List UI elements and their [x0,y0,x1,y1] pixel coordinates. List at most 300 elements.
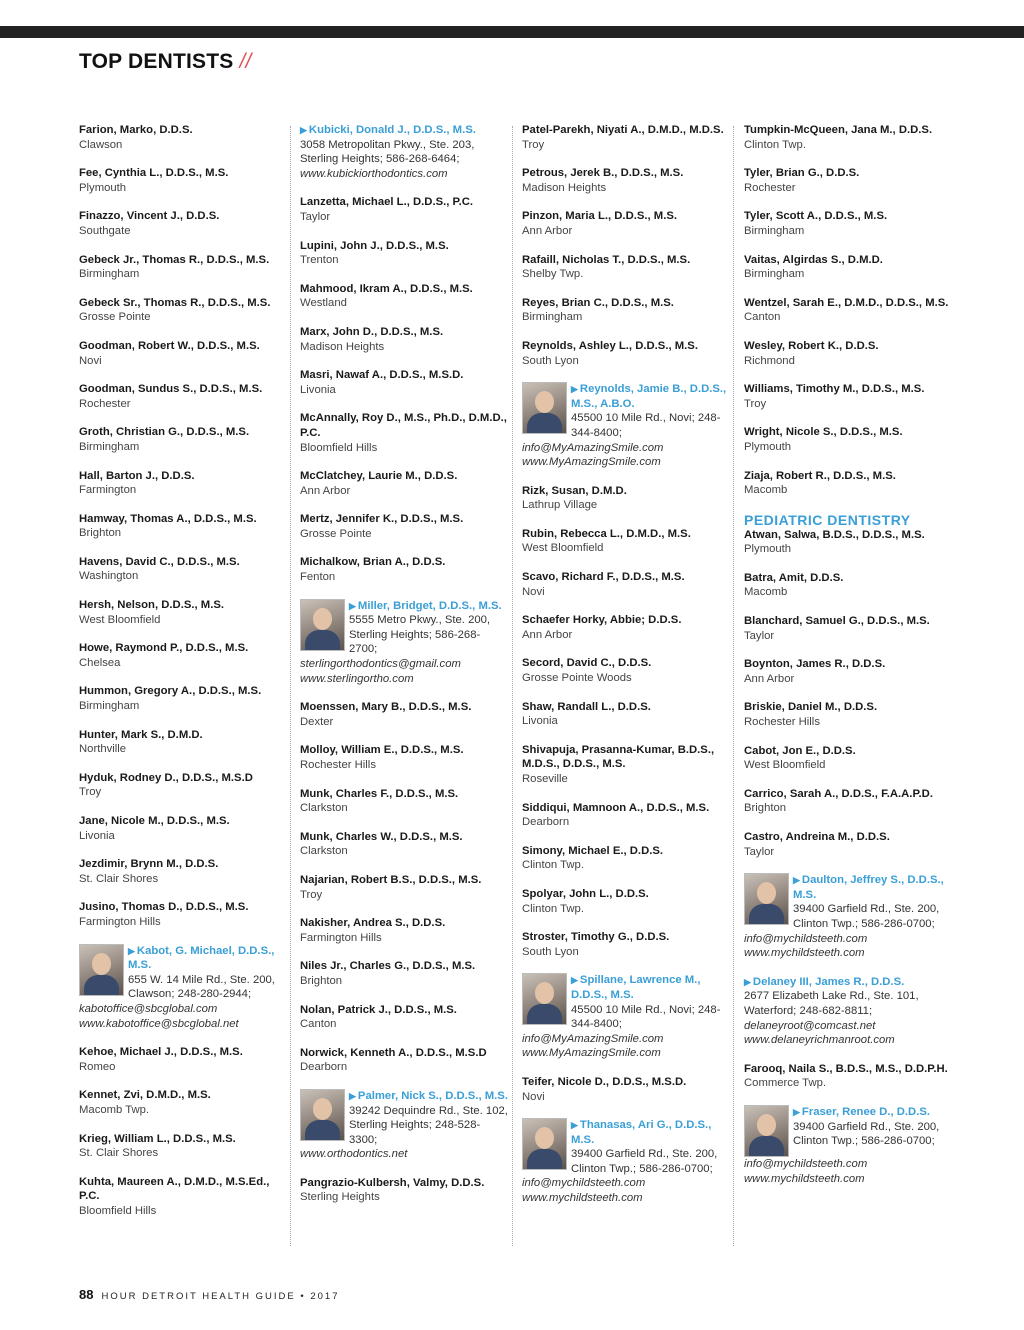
dentist-city: Macomb Twp. [79,1103,150,1116]
column-divider [290,126,291,1246]
dentist-city: Birmingham [79,268,140,281]
dentist-entry [79,1132,287,1161]
dentist-city: Sterling Heights [300,1191,380,1204]
dentist-entry [300,555,508,584]
featured-address: 39400 Garfield Rd., Ste. 200, Clinton Twp.; 586-286-0700; [793,1120,940,1148]
featured-dentist [744,975,952,1048]
dentist-name: McClatchey, Laurie M., D.D.S. [300,470,458,483]
dentist-city: Farmington Hills [79,915,161,928]
featured-dentist [744,873,952,961]
dentist-entry [744,209,952,238]
arrow-icon: ▶ [793,1106,800,1117]
featured-dentist [300,1089,508,1162]
dentist-name: Hersh, Nelson, D.D.S., M.S. [79,599,225,612]
featured-address: 39400 Garfield Rd., Ste. 200, Clinton Twp.; 586-286-0700; [793,903,940,930]
dentist-entry [79,1175,287,1219]
dentist-entry [300,469,508,498]
dentist-entry [79,512,287,541]
featured-website[interactable]: www.MyAmazingSmile.com [522,1047,661,1060]
dentist-city: Livonia [79,829,115,842]
featured-name-text: Thanasas, Ari G., D.D.S., M.S. [571,1119,712,1146]
dentist-city: Livonia [300,383,336,396]
dentist-photo [522,1118,567,1170]
dentist-city: Troy [522,138,545,151]
dentist-city: Rochester Hills [744,716,820,729]
dentist-name: Carrico, Sarah A., D.D.S., F.A.A.P.D. [744,787,933,800]
dentist-entry [300,700,508,729]
dentist-name: Hummon, Gregory A., D.D.S., M.S. [79,685,262,698]
dentist-name: Shivapuja, Prasanna-Kumar, B.D.S., M.D.S., D.D.S., M.S. [522,743,715,771]
dentist-name: Atwan, Salwa, B.D.S., D.D.S., M.S. [744,528,925,541]
dentist-name: Gebeck Jr., Thomas R., D.D.S., M.S. [79,253,270,266]
dentist-name: Secord, David C., D.D.S. [522,657,652,670]
dentist-entry [79,641,287,670]
dentist-entry [300,830,508,859]
dentist-name: Rizk, Susan, D.M.D. [522,484,627,497]
dentist-city: Richmond [744,354,795,367]
featured-name [349,1089,508,1104]
dentist-name: Teifer, Nicole D., D.D.S., M.S.D. [522,1075,687,1088]
featured-name-text: Kubicki, Donald J., D.D.S., M.S. [308,124,476,136]
featured-email[interactable]: info@mychildsteeth.com [744,932,868,945]
dentist-name: Masri, Nawaf A., D.D.S., M.S.D. [300,369,464,382]
arrow-icon: ▶ [300,125,307,135]
dentist-photo [300,1089,345,1141]
dentist-entry [744,614,952,643]
featured-address: 2677 Elizabeth Lake Rd., Ste. 101, Waterford; 248-682-8811; [744,990,919,1017]
dentist-city: Brighton [744,802,787,815]
dentist-name: Lanzetta, Michael L., D.D.S., P.C. [300,196,474,209]
dentist-name: Finazzo, Vincent J., D.D.S. [79,210,220,223]
dentist-photo [300,599,345,651]
dentist-city: Farmington [79,484,137,497]
dentist-name: Spolyar, John L., D.D.S. [522,887,649,900]
dentist-city: West Bloomfield [79,613,161,626]
dentist-city: Fenton [300,571,336,584]
featured-name [349,599,508,614]
featured-website[interactable]: www.kubickiorthodontics.com [300,167,448,180]
dentist-entry [744,253,952,282]
dentist-city: St. Clair Shores [79,1147,159,1160]
featured-address: 39400 Garfield Rd., Ste. 200, Clinton Twp.; 586-286-0700; [571,1148,718,1175]
dentist-city: Bloomfield Hills [79,1204,157,1217]
dentist-name: Nakisher, Andrea S., D.D.S. [300,917,446,930]
dentist-city: Grosse Pointe [300,527,372,540]
dentist-entry [522,339,730,368]
featured-website[interactable]: www.MyAmazingSmile.com [522,456,661,469]
featured-name [793,1105,952,1120]
dentist-name: Nolan, Patrick J., D.D.S., M.S. [300,1003,457,1016]
dentist-entry [522,887,730,916]
dentist-name: Blanchard, Samuel G., D.D.S., M.S. [744,615,930,628]
dentist-entry [300,368,508,397]
dentist-name: Kuhta, Maureen A., D.M.D., M.S.Ed., P.C. [79,1175,270,1203]
dentist-name: Pinzon, Maria L., D.D.S., M.S. [522,210,678,223]
column-1 [79,123,287,1232]
featured-dentist [522,973,730,1061]
dentist-city: Brighton [300,974,343,987]
featured-website[interactable]: www.kabotoffice@sbcglobal.net [79,1017,239,1030]
dentist-name: Pangrazio-Kulbersh, Valmy, D.D.S. [300,1176,485,1189]
dentist-entry [300,1046,508,1075]
dentist-entry [79,857,287,886]
dentist-city: Macomb [744,484,788,497]
dentist-name: Kennet, Zvi, D.M.D., M.S. [79,1089,211,1102]
dentist-city: Clinton Twp. [744,138,806,151]
dentist-entry [79,469,287,498]
dentist-name: Scavo, Richard F., D.D.S., M.S. [522,571,685,584]
dentist-city: Novi [522,585,545,598]
dentist-name: Siddiqui, Mamnoon A., D.D.S., M.S. [522,801,710,814]
featured-name [744,975,952,990]
page-number: 88 [79,1287,94,1302]
dentist-name: Reyes, Brian C., D.D.S., M.S. [522,296,674,309]
dentist-name: Schaefer Horky, Abbie; D.D.S. [522,614,682,627]
dentist-name: Mahmood, Ikram A., D.D.S., M.S. [300,282,473,295]
featured-dentist [522,1118,730,1206]
dentist-entry [300,959,508,988]
featured-website[interactable]: www.delaneyrichmanroot.com [744,1034,895,1047]
dentist-entry [522,700,730,729]
featured-address: 5555 Metro Pkwy., Ste. 200, Sterling Heights; 586-268-2700; [349,614,491,656]
dentist-entry [79,1088,287,1117]
featured-name-text: Daulton, Jeffrey S., D.D.S., M.S. [793,874,944,901]
column-divider [733,126,734,1246]
dentist-entry [300,239,508,268]
dentist-city: Plymouth [744,543,792,556]
featured-address: 45500 10 Mile Rd., Novi; 248-344-8400; [571,412,721,439]
featured-dentist [522,382,730,470]
dentist-name: Shaw, Randall L., D.D.S. [522,700,651,713]
dentist-entry [300,325,508,354]
dentist-photo [744,1105,789,1157]
dentist-city: Farmington Hills [300,931,382,944]
featured-address: 3058 Metropolitan Pkwy., Ste. 203, Sterling Heights; 586-268-6464; [300,138,475,166]
section-title: PEDIATRIC DENTISTRY [744,511,911,528]
featured-email[interactable]: info@mychildsteeth.com [522,1177,646,1190]
dentist-entry [79,900,287,929]
dentist-entry [79,728,287,757]
dentist-city: Grosse Pointe [79,311,151,324]
dentist-city: Madison Heights [522,181,607,194]
column-divider [512,126,513,1246]
dentist-city: Macomb [744,586,788,599]
featured-email[interactable]: sterlingorthodontics@gmail.com [300,658,461,671]
dentist-name: Vaitas, Algirdas S., D.M.D. [744,253,883,266]
dentist-city: South Lyon [522,945,579,958]
dentist-city: Clarkston [300,845,348,858]
arrow-icon: ▶ [128,945,135,956]
featured-address: 655 W. 14 Mile Rd., Ste. 200, Clawson; 248-280-2944; [128,973,275,1001]
dentist-entry [522,296,730,325]
dentist-name: Goodman, Robert W., D.D.S., M.S. [79,339,260,352]
dentist-entry [79,253,287,282]
dentist-entry [522,743,730,787]
dentist-entry [522,844,730,873]
dentist-entry [522,930,730,959]
dentist-name: Hamway, Thomas A., D.D.S., M.S. [79,512,257,525]
dentist-city: Ann Arbor [522,224,573,237]
dentist-city: Novi [79,354,102,367]
dentist-entry [744,700,952,729]
dentist-entry [300,411,508,455]
dentist-city: Novi [522,1090,545,1103]
dentist-entry [522,570,730,599]
dentist-entry [300,195,508,224]
dentist-entry [744,657,952,686]
dentist-city: South Lyon [522,354,579,367]
dentist-entry [300,743,508,772]
dentist-entry [744,469,952,498]
featured-name [571,973,730,1002]
dentist-name: Havens, David C., D.D.S., M.S. [79,555,240,568]
dentist-entry [744,382,952,411]
arrow-icon: ▶ [571,975,578,986]
dentist-city: Bloomfield Hills [300,441,378,454]
dentist-city: Northville [79,743,127,756]
featured-website[interactable]: www.sterlingortho.com [300,672,414,685]
dentist-city: Troy [300,888,323,901]
dentist-name: Gebeck Sr., Thomas R., D.D.S., M.S. [79,296,271,309]
dentist-name: Patel-Parekh, Niyati A., D.M.D., M.D.S. [522,124,724,136]
page-title [79,50,252,74]
featured-address: 45500 10 Mile Rd., Novi; 248-344-8400; [571,1003,721,1031]
featured-website[interactable]: www.orthodontics.net [300,1148,408,1161]
dentist-city: Plymouth [744,440,792,453]
dentist-city: Ann Arbor [300,484,351,497]
dentist-name: Munk, Charles W., D.D.S., M.S. [300,830,463,843]
dentist-name: Stroster, Timothy G., D.D.S. [522,931,670,944]
featured-dentist [300,123,508,181]
dentist-name: Mertz, Jennifer K., D.D.S., M.S. [300,513,464,526]
dentist-entry [522,656,730,685]
featured-website[interactable]: www.mychildsteeth.com [744,947,865,960]
dentist-entry [522,123,730,152]
dentist-city: Taylor [744,845,775,858]
featured-email[interactable]: delaneyroot@comcast.net [744,1019,876,1032]
dentist-name: Goodman, Sundus S., D.D.S., M.S. [79,383,263,396]
dentist-name: Hunter, Mark S., D.M.D. [79,728,203,741]
top-bar [0,26,1024,38]
featured-name-text: Fraser, Renee D., D.D.S. [801,1105,931,1118]
dentist-entry [300,282,508,311]
featured-email[interactable]: info@MyAmazingSmile.com [522,441,664,454]
dentist-photo [79,944,124,996]
dentist-city: Taylor [744,629,775,642]
dentist-entry [79,123,287,152]
dentist-city: Shelby Twp. [522,268,584,281]
dentist-city: Dearborn [522,816,570,829]
dentist-photo [744,873,789,925]
dentist-entry [300,512,508,541]
dentist-name: Batra, Amit, D.D.S. [744,571,844,584]
dentist-name: Jane, Nicole M., D.D.S., M.S. [79,815,230,827]
dentist-entry [79,339,287,368]
dentist-name: Wright, Nicole S., D.D.S., M.S. [744,426,903,439]
dentist-name: Groth, Christian G., D.D.S., M.S. [79,426,250,439]
dentist-entry [522,253,730,282]
dentist-city: Dearborn [300,1061,348,1074]
dentist-city: Lathrup Village [522,499,598,512]
dentist-entry [79,166,287,195]
dentist-name: Briskie, Daniel M., D.D.S. [744,701,878,714]
dentist-city: Washington [79,570,139,583]
dentist-city: Madison Heights [300,340,385,353]
dentist-city: St. Clair Shores [79,872,159,885]
dentist-entry [744,787,952,816]
dentist-entry [522,1075,730,1104]
dentist-entry [79,209,287,238]
dentist-city: Troy [79,786,102,799]
publication-name: HOUR DETROIT HEALTH GUIDE • 2017 [101,1291,340,1302]
dentist-entry [744,339,952,368]
dentist-name: Wentzel, Sarah E., D.M.D., D.D.S., M.S. [744,296,949,309]
featured-name [571,1118,730,1147]
dentist-entry [744,425,952,454]
dentist-name: Lupini, John J., D.D.S., M.S. [300,239,449,252]
dentist-name: Kehoe, Michael J., D.D.S., M.S. [79,1046,243,1059]
arrow-icon: ▶ [744,976,751,987]
dentist-city: Dexter [300,715,334,728]
arrow-icon: ▶ [793,875,800,886]
dentist-entry [744,123,952,152]
featured-website[interactable]: www.mychildsteeth.com [744,1172,865,1185]
dentist-name: Fee, Cynthia L., D.D.S., M.S. [79,167,229,180]
dentist-city: Ann Arbor [522,628,573,641]
featured-email[interactable]: info@mychildsteeth.com [744,1157,868,1170]
dentist-name: Hall, Barton J., D.D.S. [79,469,195,482]
dentist-name: Michalkow, Brian A., D.D.S. [300,556,446,569]
dentist-name: Cabot, Jon E., D.D.S. [744,744,856,757]
dentist-city: Troy [744,397,767,410]
column-4 [744,123,952,1200]
dentist-city: Rochester Hills [300,759,376,771]
dentist-name: Castro, Andreina M., D.D.S. [744,831,890,843]
featured-email[interactable]: kabotoffice@sbcglobal.com [79,1002,218,1015]
dentist-name: Najarian, Robert B.S., D.D.S., M.S. [300,873,482,886]
column-2 [300,123,508,1219]
featured-name-text: Spillane, Lawrence M., D.D.S., M.S. [571,974,701,1001]
dentist-city: Birmingham [744,224,805,237]
dentist-city: Birmingham [522,311,583,324]
dentist-city: Grosse Pointe Woods [522,672,632,685]
dentist-name: Tumpkin-McQueen, Jana M., D.D.S. [744,124,933,136]
dentist-entry [79,382,287,411]
dentist-entry [300,1003,508,1032]
dentist-city: Roseville [522,773,568,785]
dentist-name: Simony, Michael E., D.D.S. [522,844,664,857]
dentist-name: Niles Jr., Charles G., D.D.S., M.S. [300,960,476,973]
dentist-city: Clawson [79,138,123,151]
dentist-entry [522,209,730,238]
featured-name [300,123,508,138]
dentist-entry [300,1176,508,1205]
dentist-entry [79,555,287,584]
dentist-entry [522,613,730,642]
dentist-name: Farooq, Naila S., B.D.S., M.S., D.D.P.H. [744,1062,948,1075]
featured-name-text: Delaney III, James R., D.D.S. [752,975,905,988]
dentist-name: Rafaill, Nicholas T., D.D.S., M.S. [522,253,691,266]
dentist-entry [79,684,287,713]
dentist-entry [522,166,730,195]
dentist-entry [744,1062,952,1091]
dentist-name: Tyler, Scott A., D.D.S., M.S. [744,210,888,223]
dentist-entry [300,787,508,816]
dentist-entry [522,527,730,556]
arrow-icon: ▶ [349,600,356,611]
featured-dentist [300,599,508,687]
dentist-entry [744,166,952,195]
dentist-city: Clinton Twp. [522,902,584,915]
dentist-entry [522,484,730,513]
dentist-city: Romeo [79,1060,116,1073]
dentist-entry [300,873,508,902]
dentist-entry [79,814,287,843]
dentist-name: Boynton, James R., D.D.S. [744,658,886,671]
arrow-icon: ▶ [571,384,578,395]
dentist-name: Farion, Marko, D.D.S. [79,124,193,136]
featured-name-text: Miller, Bridget, D.D.S., M.S. [357,599,502,612]
dentist-city: Chelsea [79,656,121,669]
dentist-photo [522,973,567,1025]
dentist-entry [79,296,287,325]
dentist-name: Munk, Charles F., D.D.S., M.S. [300,787,459,800]
arrow-icon: ▶ [349,1090,356,1101]
featured-dentist [79,944,287,1032]
dentist-name: Rubin, Rebecca L., D.M.D., M.S. [522,527,691,540]
dentist-name: Norwick, Kenneth A., D.D.S., M.S.D [300,1046,487,1059]
dentist-city: Livonia [522,715,558,728]
dentist-city: Canton [744,311,781,324]
dentist-entry [79,425,287,454]
dentist-name: Williams, Timothy M., D.D.S., M.S. [744,383,925,396]
page-title-text: TOP DENTISTS [79,50,234,73]
dentist-entry [79,1045,287,1074]
dentist-city: Birmingham [744,268,805,281]
footer [79,1287,339,1302]
dentist-entry [744,744,952,773]
title-slash: // [239,50,252,73]
featured-address: 39242 Dequindre Rd., Ste. 102, Sterling Heights; 248-528-3300; [349,1104,508,1146]
featured-dentist [744,1105,952,1186]
dentist-name: Jezdimir, Brynn M., D.D.S. [79,858,219,871]
dentist-city: Westland [300,297,347,310]
dentist-city: Trenton [300,254,339,267]
featured-name [128,944,287,973]
dentist-city: Taylor [300,210,331,223]
dentist-name: McAnnally, Roy D., M.S., Ph.D., D.M.D., P.C. [300,412,507,439]
dentist-city: Birmingham [79,440,140,453]
dentist-name: Krieg, William L., D.D.S., M.S. [79,1132,236,1145]
featured-email[interactable]: info@MyAmazingSmile.com [522,1032,664,1045]
dentist-name: Tyler, Brian G., D.D.S. [744,167,860,180]
dentist-entry [744,571,952,600]
dentist-entry [744,830,952,859]
featured-website[interactable]: www.mychildsteeth.com [522,1192,643,1205]
dentist-name: Hyduk, Rodney D., D.D.S., M.S.D [79,771,253,784]
dentist-city: Plymouth [79,181,127,194]
dentist-city: Clinton Twp. [522,859,584,872]
featured-name [571,382,730,411]
dentist-name: Jusino, Thomas D., D.D.S., M.S. [79,901,249,914]
dentist-city: Commerce Twp. [744,1077,827,1090]
dentist-name: Petrous, Jerek B., D.D.S., M.S. [522,167,684,180]
featured-name-text: Reynolds, Jamie B., D.D.S., M.S., A.B.O. [571,383,727,410]
dentist-photo [522,382,567,434]
dentist-city: Rochester [744,181,796,194]
dentist-name: Howe, Raymond P., D.D.S., M.S. [79,642,249,655]
arrow-icon: ▶ [571,1120,578,1131]
